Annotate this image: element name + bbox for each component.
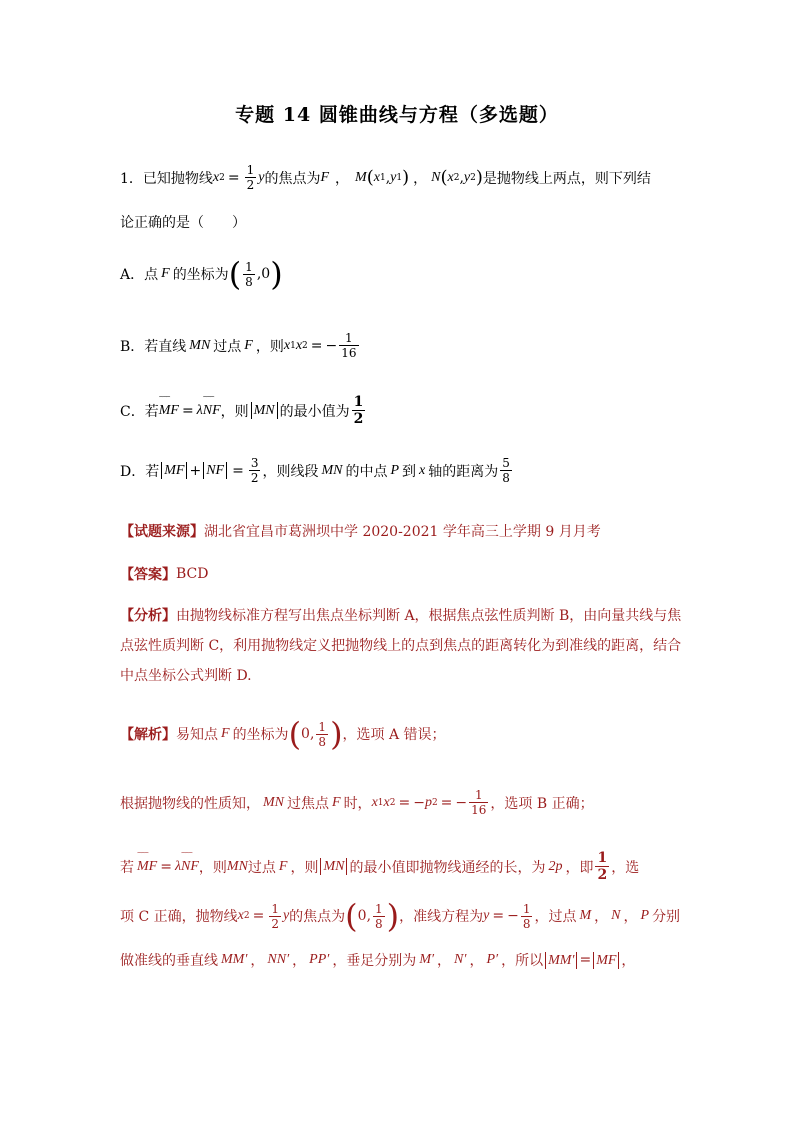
question-number: 1． <box>120 170 143 187</box>
option-b-label: B．若直线 <box>120 338 187 355</box>
math-var: MM′ <box>221 952 248 967</box>
frac-den: 2 <box>271 916 279 931</box>
solution-text: ， <box>594 909 609 925</box>
math-op: , <box>366 908 372 924</box>
solution-text: 项 C 正确，抛物线 <box>120 909 238 925</box>
solution-label: 【解析】 <box>120 727 176 743</box>
math-sub: 2 <box>302 340 308 351</box>
vector-nf: ⌢⌢⌢ NF <box>181 859 199 875</box>
math-sup: 2 <box>243 911 250 921</box>
math-sub: 1 <box>377 797 384 808</box>
math-var: F <box>161 266 170 281</box>
math-var: M′ <box>419 952 435 967</box>
math-op: = <box>227 169 240 186</box>
analysis-text: 中点坐标公式判断 D. <box>120 668 252 684</box>
math-op: − <box>507 908 519 924</box>
math-var: 2p <box>548 858 563 874</box>
solution-text: ，所以 <box>501 953 544 969</box>
math-var: x <box>419 462 426 478</box>
frac-num: 1 <box>353 394 364 410</box>
math-var: x <box>373 169 380 185</box>
math-var: MN <box>323 859 345 874</box>
math-sub: 1 <box>379 172 386 183</box>
math-var: F <box>221 726 230 741</box>
math-var: P <box>640 908 650 923</box>
solution-text: ，选 <box>611 859 640 876</box>
math-paren: ( <box>228 255 242 293</box>
fraction-half <box>269 902 281 931</box>
fraction-eighth <box>243 260 255 289</box>
frac-den: 16 <box>471 803 487 817</box>
stem-text: 是抛物线上两点，则下列结 <box>482 170 651 187</box>
math-sub: 2 <box>470 172 476 183</box>
frac-num: 3 <box>250 456 259 470</box>
fraction-eighth <box>373 902 385 931</box>
math-num: 0 <box>301 726 310 742</box>
math-paren: ( <box>440 167 448 188</box>
math-var: MN <box>226 858 248 874</box>
frac-num: 1 <box>246 163 255 177</box>
math-op: = <box>310 337 323 354</box>
frac-den: 8 <box>522 916 531 931</box>
question-stem-line-2 <box>120 212 680 232</box>
solution-line-4 <box>120 897 681 935</box>
vector-nf: ⌢⌢⌢ NF <box>203 403 221 419</box>
math-var: MM′ <box>548 952 575 968</box>
math-op: − <box>325 337 338 354</box>
math-var: NF <box>206 463 225 478</box>
math-op: = <box>160 858 172 875</box>
math-sup: 2 <box>219 172 225 183</box>
solution-text: ， <box>250 953 265 969</box>
vector-mf: ⌢⌢⌢ MF <box>159 403 179 419</box>
math-sub: 1 <box>290 340 296 351</box>
math-var: x <box>295 337 303 353</box>
fraction-eighth <box>316 720 328 749</box>
math-op: = <box>181 402 194 419</box>
stem-text: 已知抛物线 <box>142 170 213 187</box>
math-var: F <box>244 337 253 353</box>
math-paren: ( <box>288 715 302 753</box>
fraction-sixteenth <box>339 331 358 360</box>
frac-num: 1 <box>474 788 483 802</box>
answer-line <box>120 564 680 584</box>
frac-den: 2 <box>353 411 364 427</box>
math-var: MN <box>253 403 275 418</box>
frac-num: 1 <box>271 901 279 916</box>
option-text: 到 <box>402 463 417 480</box>
solution-text: ， <box>292 953 307 969</box>
math-paren: ( <box>345 897 358 935</box>
fraction-sixteenth <box>469 788 488 817</box>
option-text: ，则 <box>220 403 249 420</box>
fraction-three-halves <box>249 456 261 485</box>
solution-line-3 <box>120 850 680 883</box>
math-var: F <box>332 794 341 810</box>
math-var: M <box>579 908 592 923</box>
math-var: PP′ <box>309 952 330 967</box>
option-text: ，则 <box>255 338 284 355</box>
option-d <box>120 456 680 485</box>
solution-text: 过点 <box>247 859 276 876</box>
math-var: x <box>371 794 378 810</box>
option-a <box>120 255 680 293</box>
solution-text: ， <box>437 953 452 969</box>
frac-den: 8 <box>375 916 383 931</box>
solution-line-5 <box>120 950 680 970</box>
frac-num: 5 <box>502 456 510 470</box>
option-text: 轴的距离为 <box>428 463 499 480</box>
math-var: x <box>447 169 454 185</box>
abs-mn <box>320 858 347 875</box>
math-op: = <box>440 794 453 811</box>
option-a-label: A．点 <box>120 267 159 283</box>
math-var: y <box>258 169 265 185</box>
math-op: + <box>189 462 202 479</box>
math-sub: 2 <box>389 797 396 808</box>
frac-den: 2 <box>597 867 608 883</box>
frac-den: 8 <box>502 471 510 485</box>
solution-text: 若 <box>120 859 134 876</box>
source-label: 【试题来源】 <box>120 524 204 540</box>
math-var: M <box>355 169 367 185</box>
math-var: N <box>611 908 621 923</box>
option-text: 的中点 <box>345 463 388 480</box>
math-op: = <box>252 908 265 924</box>
math-paren: ( <box>366 167 374 188</box>
math-num: 0 <box>357 908 367 924</box>
math-op: − <box>455 794 468 811</box>
math-paren: ) <box>475 167 483 188</box>
math-op: = <box>579 952 592 968</box>
math-paren: ) <box>270 255 283 293</box>
analysis-text: 点弦性质判断 C，利用抛物线定义把抛物线上的点到焦点的距离转化为到准线的距离，结合 <box>120 638 682 654</box>
math-var: p <box>424 794 432 810</box>
page-title: 专题 14 圆锥曲线与方程（多选题） <box>235 104 559 126</box>
frac-num: 1 <box>318 719 327 734</box>
solution-text: 分别 <box>652 909 681 925</box>
math-var: NN′ <box>267 952 290 967</box>
solution-text: 易知点 <box>176 727 218 743</box>
math-op: , <box>256 266 262 282</box>
math-var: P′ <box>486 952 499 967</box>
option-text: ，则线段 <box>262 463 319 480</box>
analysis-line-3 <box>120 665 680 685</box>
solution-text: 的最小值即抛物线通经的长，为 <box>349 859 546 876</box>
abs-mf <box>593 952 619 969</box>
vector-mf: ⌢⌢⌢ MF <box>137 859 157 875</box>
solution-text: ，则 <box>290 859 319 876</box>
math-num: 0 <box>261 266 271 282</box>
answer-text: BCD <box>176 566 209 582</box>
analysis-line-2 <box>120 635 680 655</box>
math-var: y <box>483 908 490 923</box>
math-var: y <box>390 169 397 185</box>
math-var: x <box>283 337 291 353</box>
option-d-label: D．若 <box>120 463 160 480</box>
abs-mmp <box>545 952 577 969</box>
frac-num: 1 <box>245 259 253 274</box>
math-paren: ) <box>386 897 400 935</box>
abs-mn <box>251 402 278 419</box>
solution-text: ，准线方程为 <box>399 909 484 925</box>
frac-num: 1 <box>375 901 383 916</box>
math-sub: 2 <box>453 172 460 183</box>
analysis-text: 由抛物线标准方程写出焦点坐标判断 A，根据焦点弦性质判断 B，由向量共线与焦 <box>176 608 682 624</box>
math-op: − <box>413 794 425 811</box>
math-var: y <box>463 169 471 185</box>
solution-text: 过焦点 <box>287 795 329 812</box>
math-op: , <box>385 169 391 186</box>
solution-line-2 <box>120 788 680 817</box>
frac-den: 8 <box>318 734 327 749</box>
solution-text: ，垂足分别为 <box>332 953 417 969</box>
option-c <box>120 394 680 427</box>
analysis-label: 【分析】 <box>120 608 176 624</box>
source-text: 湖北省宜昌市葛洲坝中学 2020-2021 学年高三上学期 9 月月考 <box>204 524 601 540</box>
math-sup: 2 <box>431 797 438 808</box>
math-var: F <box>320 169 330 185</box>
math-paren: ) <box>330 715 343 753</box>
frac-den: 2 <box>246 178 255 192</box>
solution-text: ，则 <box>198 859 227 876</box>
answer-label: 【答案】 <box>120 567 176 583</box>
math-var: MF <box>596 952 617 968</box>
math-var: x <box>212 169 220 185</box>
math-var: N <box>431 169 441 185</box>
option-b <box>120 331 680 360</box>
frac-num: 1 <box>345 331 353 345</box>
fraction-half-bold <box>595 850 609 883</box>
option-text: 的坐标为 <box>172 267 229 283</box>
math-sub: 1 <box>396 172 403 183</box>
solution-text: ， <box>623 909 638 925</box>
math-op: , <box>459 169 464 186</box>
math-op: , <box>309 726 315 742</box>
solution-line-1 <box>120 715 680 753</box>
math-op: = <box>232 462 244 479</box>
fraction-half-bold <box>352 394 366 427</box>
math-paren: ) <box>402 167 410 188</box>
solution-text: ， <box>621 953 636 969</box>
solution-text: ，选项 A 错误； <box>342 727 446 743</box>
source-line <box>120 521 680 541</box>
solution-text: 做准线的垂直线 <box>120 953 218 969</box>
math-var: x <box>383 794 390 810</box>
solution-text: ， <box>469 953 484 969</box>
math-var: MN <box>263 794 284 810</box>
frac-den: 2 <box>250 471 259 485</box>
math-var: F <box>278 858 288 874</box>
stem-text: 的焦点为 <box>264 170 321 187</box>
math-var: λ <box>196 402 203 418</box>
math-var: MN <box>321 462 343 478</box>
frac-num: 1 <box>597 850 608 866</box>
question-stem-line-1: 1． 已知抛物线 x 2 = $\frac{1}{2}$ y 的焦点为 F ， M ( x 1 , y 1 ) ， N ( x 2 , y 2 ) 是抛物线上两点，则下列结 <box>120 163 651 192</box>
frac-den: 8 <box>245 274 253 289</box>
solution-text: ，选项 B 正确； <box>490 795 594 812</box>
frac-den: 16 <box>341 346 357 360</box>
solution-text: ，过点 <box>534 909 577 925</box>
math-op: = <box>492 908 505 924</box>
math-var: MF <box>164 463 185 478</box>
analysis-line-1 <box>120 605 680 625</box>
frac-num: 1 <box>522 901 531 916</box>
solution-text: 的坐标为 <box>232 727 289 743</box>
solution-text: 的焦点为 <box>289 909 346 925</box>
solution-text: 时， <box>343 795 372 812</box>
solution-text: ，即 <box>565 859 594 876</box>
math-var: N′ <box>454 952 467 967</box>
math-var: x <box>237 908 244 923</box>
option-text: 的最小值为 <box>279 403 350 420</box>
math-var: λ <box>174 858 182 874</box>
math-var: P <box>390 462 400 478</box>
option-c-label: C．若 <box>120 403 159 420</box>
math-op: = <box>398 794 411 811</box>
fraction-half <box>245 163 257 192</box>
fraction-eighth <box>521 902 533 931</box>
stem-text: 论正确的是（ ） <box>120 215 246 231</box>
option-text: 过点 <box>213 338 242 355</box>
math-var: y <box>282 908 290 923</box>
solution-text: 根据抛物线的性质知， <box>120 795 260 812</box>
abs-mf <box>161 462 187 479</box>
abs-nf <box>203 462 227 479</box>
fraction-five-eighths <box>500 456 512 485</box>
math-var: MN <box>189 337 211 353</box>
